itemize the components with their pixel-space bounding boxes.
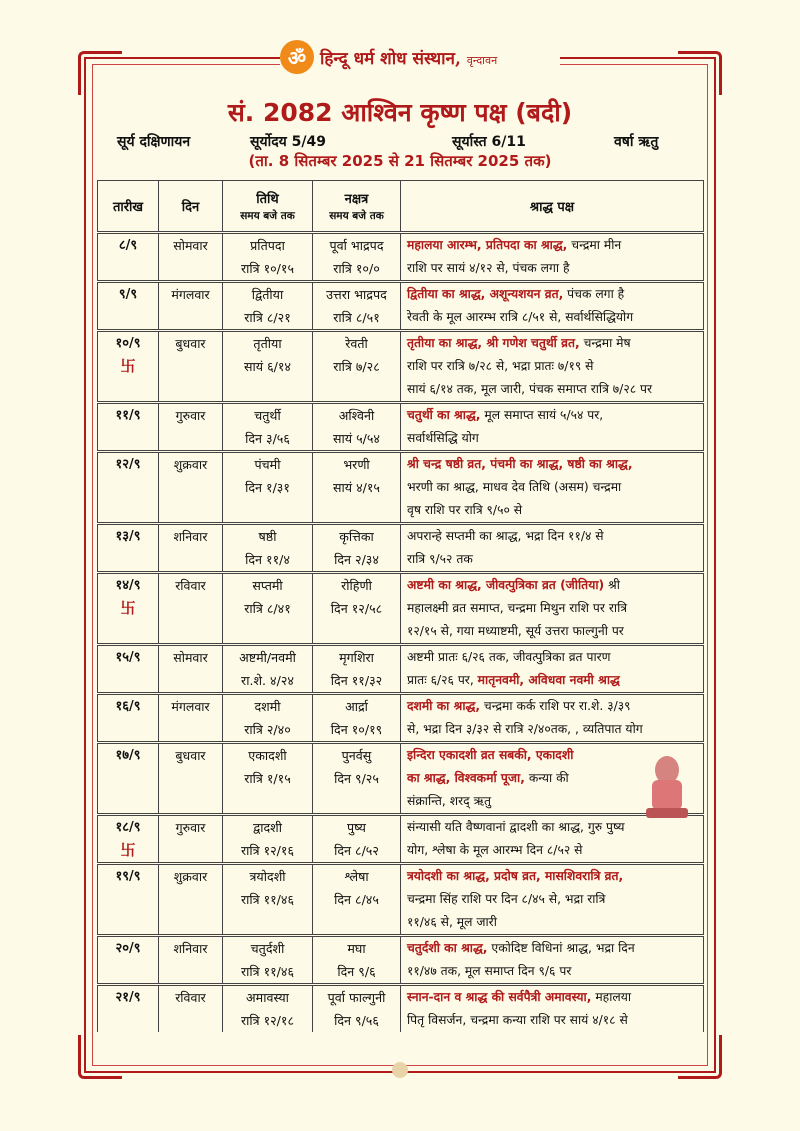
shraddha-cell: ११/४६ से, मूल जारी xyxy=(401,911,704,936)
nakshatra-time-cell: दिन ८/४५ xyxy=(313,888,401,936)
nakshatra-cell: भरणी xyxy=(313,452,401,477)
sunrise-text: सूर्योदय 5/49 xyxy=(250,134,326,150)
day-cell: गुरुवार xyxy=(159,815,223,864)
tithi-cell: द्वादशी xyxy=(223,815,313,840)
nakshatra-time-cell: दिन ८/५२ xyxy=(313,839,401,864)
tithi-time-cell: रात्रि १२/१८ xyxy=(223,1009,313,1032)
date-cell: २१/९ xyxy=(98,985,159,1033)
nakshatra-cell: पूर्वा भाद्रपद xyxy=(313,233,401,258)
shraddha-cell: भरणी का श्राद्ध, माधव देव तिथि (असम) चन्द्रमा xyxy=(401,476,704,499)
nakshatra-time-cell: रात्रि १०/० xyxy=(313,257,401,282)
shraddha-highlight: महालया आरम्भ, प्रतिपदा का श्राद्ध, xyxy=(407,238,568,252)
date-cell: १५/९ xyxy=(98,645,159,694)
day-cell: शुक्रवार xyxy=(159,452,223,524)
shraddha-cell: रेवती के मूल आरम्भ रात्रि ८/५१ से, सर्वार्थसिद्धियोग xyxy=(401,306,704,331)
day-cell: मंगलवार xyxy=(159,694,223,743)
nakshatra-cell: मघा xyxy=(313,936,401,961)
nakshatra-time-cell: रात्रि ८/५१ xyxy=(313,306,401,331)
corner-ornament xyxy=(678,1035,722,1079)
nakshatra-cell: श्लेषा xyxy=(313,864,401,889)
date-cell: १८/९ 卐 xyxy=(98,815,159,864)
tithi-cell: द्वितीया xyxy=(223,282,313,307)
nakshatra-cell: उत्तरा भाद्रपद xyxy=(313,282,401,307)
shraddha-cell: ११/४७ तक, मूल समाप्त दिन ९/६ पर xyxy=(401,960,704,985)
nakshatra-time-cell: सायं ४/१५ xyxy=(313,476,401,524)
shraddha-highlight: चतुर्थी का श्राद्ध, xyxy=(407,408,481,422)
corner-ornament xyxy=(78,1035,122,1079)
shraddha-text: श्री xyxy=(604,578,620,592)
tithi-time-cell: रात्रि २/४० xyxy=(223,718,313,743)
nakshatra-time-cell: दिन १२/५८ xyxy=(313,597,401,645)
tithi-cell: षष्ठी xyxy=(223,524,313,549)
shraddha-cell xyxy=(401,282,704,307)
shraddha-text: मूल समाप्त सायं ५/५४ पर, xyxy=(480,408,604,422)
swastika-icon: 卐 xyxy=(120,841,136,859)
org-name: हिन्दू धर्म शोध संस्थान, वृन्दावन xyxy=(320,48,498,69)
tithi-time-cell: रा.शे. ४/२४ xyxy=(223,669,313,694)
tithi-time-cell: दिन ३/५६ xyxy=(223,427,313,452)
shraddha-cell: महालक्ष्मी व्रत समाप्त, चन्द्रमा मिथुन राशि पर रात्रि xyxy=(401,597,704,620)
shraddha-cell: रात्रि ९/५२ तक xyxy=(401,548,704,573)
tithi-cell: प्रतिपदा xyxy=(223,233,313,258)
table-row xyxy=(98,573,704,598)
nakshatra-cell: मृगशिरा xyxy=(313,645,401,670)
day-cell: गुरुवार xyxy=(159,403,223,452)
day-cell: बुधवार xyxy=(159,743,223,815)
header-nakshatra: नक्षत्र समय बजे तक xyxy=(313,181,401,233)
nakshatra-cell: पूर्वा फाल्गुनी xyxy=(313,985,401,1010)
shraddha-text: अष्टमी प्रातः ६/२६ तक, जीवत्पुत्रिका व्रत पारण xyxy=(407,650,611,664)
shraddha-cell xyxy=(401,864,704,889)
shraddha-cell xyxy=(401,524,704,549)
day-cell: सोमवार xyxy=(159,233,223,282)
shraddha-text: एकोदिष्ट विधिनां श्राद्ध, भद्रा दिन xyxy=(487,941,635,955)
tithi-time-cell: रात्रि १२/१६ xyxy=(223,839,313,864)
table-row xyxy=(98,864,704,889)
tithi-time-cell: रात्रि ८/२१ xyxy=(223,306,313,331)
shraddha-highlight: स्नान-दान व श्राद्ध की सर्वपैत्री अमावस्या, xyxy=(407,990,592,1004)
table-row xyxy=(98,403,704,428)
shraddha-cell: राशि पर रात्रि ७/२८ से, भद्रा प्रातः ७/१९ से xyxy=(401,355,704,378)
shraddha-cell xyxy=(401,573,704,598)
corner-ornament xyxy=(78,51,122,95)
page-title: सं. 2082 आश्विन कृष्ण पक्ष (बदी) xyxy=(227,98,573,127)
tithi-cell: सप्तमी xyxy=(223,573,313,598)
shraddha-text: चन्द्रमा मेष xyxy=(579,336,631,350)
date-cell: १४/९ 卐 xyxy=(98,573,159,645)
shraddha-cell xyxy=(401,403,704,428)
tithi-cell: त्रयोदशी xyxy=(223,864,313,889)
table-row xyxy=(98,282,704,307)
shraddha-cell: सर्वार्थसिद्धि योग xyxy=(401,427,704,452)
tithi-time-cell: दिन १/३१ xyxy=(223,476,313,524)
shraddha-cell: सायं ६/१४ तक, मूल जारी, पंचक समाप्त रात्रि ७/२८ पर xyxy=(401,378,704,403)
date-cell: १९/९ xyxy=(98,864,159,936)
calendar-table xyxy=(97,180,704,1032)
shraddha-cell: वृष राशि पर रात्रि ९/५० से xyxy=(401,499,704,524)
table-header-row xyxy=(98,181,704,233)
table-row xyxy=(98,743,704,768)
shraddha-highlight: द्वितीया का श्राद्ध, अशून्यशयन व्रत, xyxy=(407,287,564,301)
table-row xyxy=(98,694,704,719)
date-range: (ता. 8 सितम्बर 2025 से 21 सितम्बर 2025 तक) xyxy=(248,152,552,170)
shraddha-cell: प्रातः ६/२६ पर, मातृनवमी, अविधवा नवमी श्राद्ध xyxy=(401,669,704,694)
day-cell: शनिवार xyxy=(159,524,223,573)
nakshatra-cell: रेवती xyxy=(313,331,401,356)
shraddha-cell: योग, श्लेषा के मूल आरम्भ दिन ८/५२ से xyxy=(401,839,704,864)
table-row xyxy=(98,331,704,356)
shraddha-cell: १२/१५ से, गया मध्याष्टमी, सूर्य उत्तरा फाल्गुनी पर xyxy=(401,620,704,645)
day-cell: शुक्रवार xyxy=(159,864,223,936)
shraddha-highlight: तृतीया का श्राद्ध, श्री गणेश चतुर्थी व्रत, xyxy=(407,336,580,350)
day-cell: मंगलवार xyxy=(159,282,223,331)
header-shraddha: श्राद्ध पक्ष xyxy=(401,181,704,233)
shraddha-text: संन्यासी यति वैष्णवानां द्वादशी का श्राद्ध, गुरु पुष्य xyxy=(407,820,625,834)
table-row xyxy=(98,233,704,258)
nakshatra-cell: पुष्य xyxy=(313,815,401,840)
ritu-text: वर्षा ऋतु xyxy=(614,134,659,150)
tithi-cell: अष्टमी/नवमी xyxy=(223,645,313,670)
nakshatra-time-cell: दिन २/३४ xyxy=(313,548,401,573)
shraddha-cell xyxy=(401,645,704,670)
tithi-time-cell: रात्रि ११/४६ xyxy=(223,960,313,985)
tithi-cell: अमावस्या xyxy=(223,985,313,1010)
shraddha-cell: से, भद्रा दिन ३/३२ से रात्रि २/४०तक, , व्यतिपात योग xyxy=(401,718,704,743)
om-logo-icon: ॐ xyxy=(280,40,314,74)
shraddha-highlight: दशमी का श्राद्ध, xyxy=(407,699,481,713)
shraddha-cell xyxy=(401,331,704,356)
table-row xyxy=(98,936,704,961)
tithi-cell: दशमी xyxy=(223,694,313,719)
shraddha-text: चन्द्रमा कर्क राशि पर रा.शे. ३/३९ xyxy=(480,699,631,713)
date-cell: १३/९ xyxy=(98,524,159,573)
tithi-time-cell: रात्रि १०/१५ xyxy=(223,257,313,282)
nakshatra-time-cell: दिन ९/६ xyxy=(313,960,401,985)
tithi-time-cell: सायं ६/१४ xyxy=(223,355,313,403)
nakshatra-cell: पुनर्वसु xyxy=(313,743,401,768)
tithi-cell: पंचमी xyxy=(223,452,313,477)
swastika-icon: 卐 xyxy=(120,357,136,375)
shraddha-cell: पितृ विसर्जन, चन्द्रमा कन्या राशि पर सायं ४/१८ से xyxy=(401,1009,704,1032)
shraddha-highlight: श्री चन्द्र षष्ठी व्रत, पंचमी का श्राद्ध, षष्ठी का श्राद्ध, xyxy=(407,457,633,471)
tithi-cell: चतुर्दशी xyxy=(223,936,313,961)
shraddha-cell xyxy=(401,694,704,719)
org-header xyxy=(280,38,560,76)
nakshatra-time-cell: रात्रि ७/२८ xyxy=(313,355,401,403)
tithi-cell: एकादशी xyxy=(223,743,313,768)
tithi-cell: तृतीया xyxy=(223,331,313,356)
shraddha-highlight: त्रयोदशी का श्राद्ध, प्रदोष व्रत, मासशिवरात्रि व्रत, xyxy=(407,869,624,883)
shraddha-text: पंचक लगा है xyxy=(563,287,625,301)
table-row xyxy=(98,452,704,477)
day-cell: बुधवार xyxy=(159,331,223,403)
header-date: तारीख xyxy=(98,181,159,233)
tithi-time-cell: रात्रि १/१५ xyxy=(223,767,313,815)
shraddha-cell: चन्द्रमा सिंह राशि पर दिन ८/४५ से, भद्रा रात्रि xyxy=(401,888,704,911)
ayan-text: सूर्य दक्षिणायन xyxy=(117,134,191,150)
shraddha-text: चन्द्रमा मीन xyxy=(567,238,622,252)
shraddha-cell xyxy=(401,233,704,258)
nakshatra-time-cell: दिन ११/३२ xyxy=(313,669,401,694)
nakshatra-time-cell: दिन ९/५६ xyxy=(313,1009,401,1032)
date-cell: ९/९ xyxy=(98,282,159,331)
swastika-icon: 卐 xyxy=(120,599,136,617)
shraddha-cell xyxy=(401,936,704,961)
shraddha-highlight: इन्दिरा एकादशी व्रत सबकी, एकादशी xyxy=(407,748,574,762)
shraddha-text: महालया xyxy=(591,990,632,1004)
nakshatra-time-cell: दिन १०/१९ xyxy=(313,718,401,743)
date-cell: १६/९ xyxy=(98,694,159,743)
header-tithi: तिथि समय बजे तक xyxy=(223,181,313,233)
nakshatra-cell: आर्द्रा xyxy=(313,694,401,719)
shraddha-cell xyxy=(401,452,704,477)
nakshatra-cell: अश्विनी xyxy=(313,403,401,428)
shraddha-cell: संक्रान्ति, शरद् ऋतु xyxy=(401,790,704,815)
nakshatra-cell: रोहिणी xyxy=(313,573,401,598)
table-row xyxy=(98,815,704,840)
date-cell: १२/९ xyxy=(98,452,159,524)
shraddha-cell: राशि पर सायं ४/१२ से, पंचक लगा है xyxy=(401,257,704,282)
day-cell: रविवार xyxy=(159,573,223,645)
day-cell: सोमवार xyxy=(159,645,223,694)
shraddha-cell: का श्राद्ध, विश्वकर्मा पूजा, कन्या की xyxy=(401,767,704,790)
shraddha-cell xyxy=(401,985,704,1010)
date-cell: ११/९ xyxy=(98,403,159,452)
table-row xyxy=(98,985,704,1010)
shraddha-highlight: अष्टमी का श्राद्ध, जीवत्पुत्रिका व्रत (जीतिया) xyxy=(407,578,605,592)
shraddha-text: अपरान्हे सप्तमी का श्राद्ध, भद्रा दिन ११/४ से xyxy=(407,529,604,543)
day-cell: रविवार xyxy=(159,985,223,1033)
date-cell: १०/९ 卐 xyxy=(98,331,159,403)
tithi-time-cell: रात्रि ८/४१ xyxy=(223,597,313,645)
shraddha-highlight: चतुर्दशी का श्राद्ध, xyxy=(407,941,488,955)
date-cell: २०/९ xyxy=(98,936,159,985)
header-day: दिन xyxy=(159,181,223,233)
nakshatra-time-cell: दिन ९/२५ xyxy=(313,767,401,815)
tithi-cell: चतुर्थी xyxy=(223,403,313,428)
date-cell: १७/९ xyxy=(98,743,159,815)
bottom-ornament xyxy=(392,1062,408,1078)
deity-image xyxy=(638,752,696,822)
tithi-time-cell: दिन ११/४ xyxy=(223,548,313,573)
nakshatra-cell: कृत्तिका xyxy=(313,524,401,549)
day-cell: शनिवार xyxy=(159,936,223,985)
table-row xyxy=(98,645,704,670)
date-cell: ८/९ xyxy=(98,233,159,282)
nakshatra-time-cell: सायं ५/५४ xyxy=(313,427,401,452)
corner-ornament xyxy=(678,51,722,95)
tithi-time-cell: रात्रि ११/४६ xyxy=(223,888,313,936)
sunset-text: सूर्यास्त 6/11 xyxy=(452,134,526,150)
table-row xyxy=(98,524,704,549)
